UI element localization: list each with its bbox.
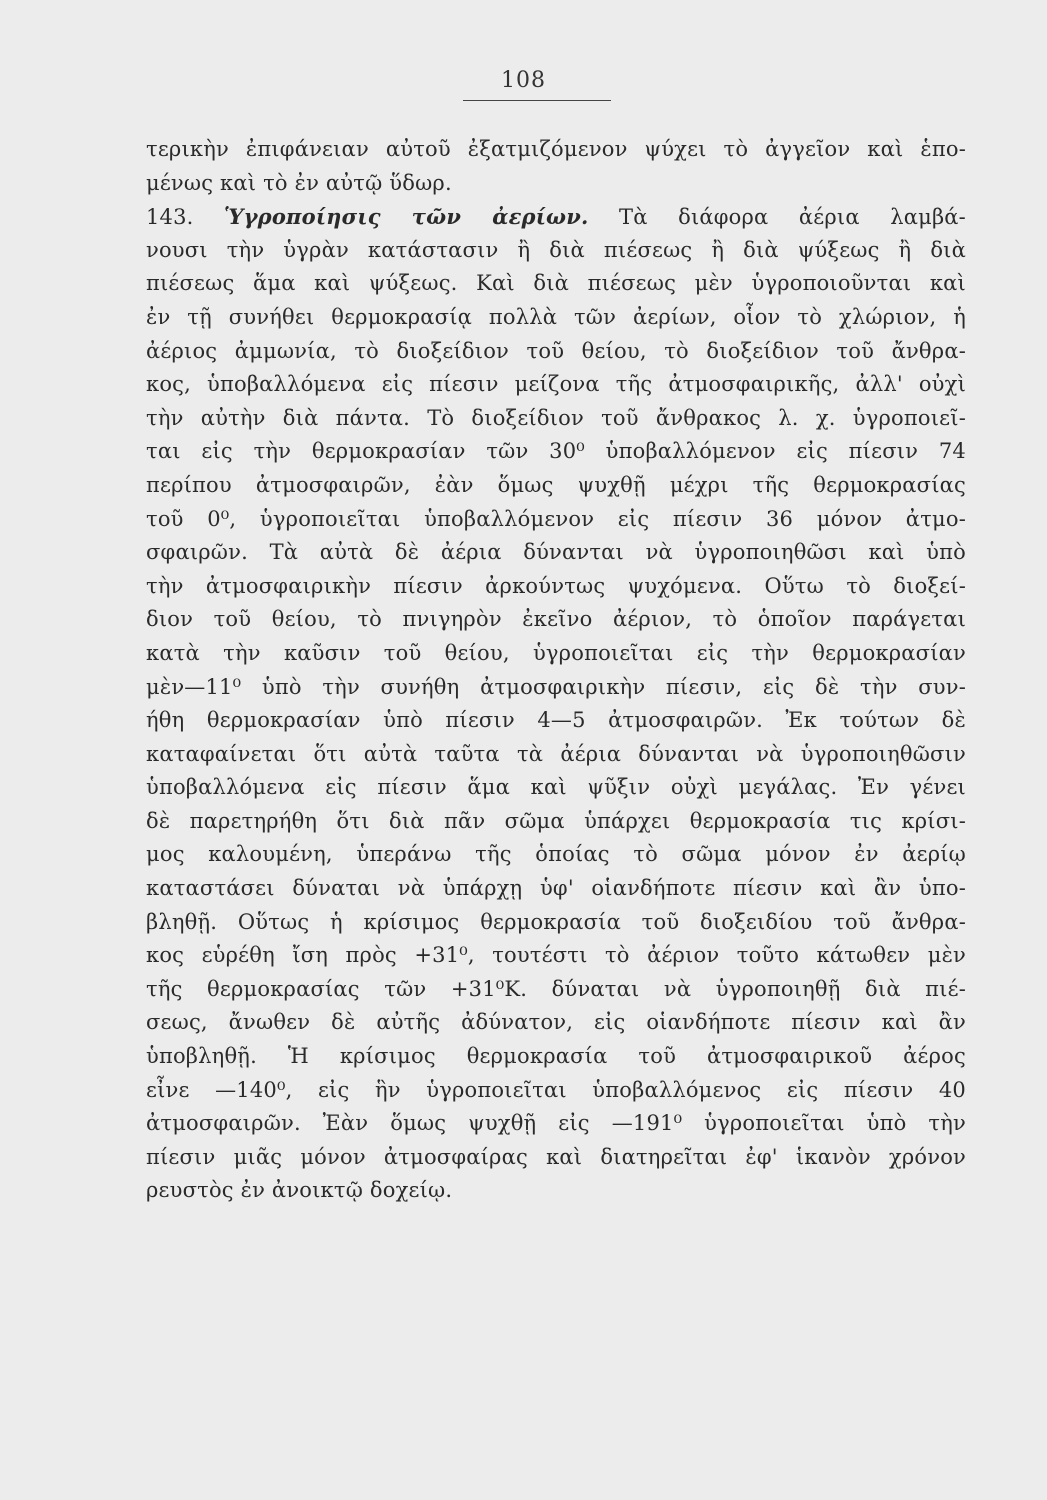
text-line: διον τοῦ θείου, τὸ πνιγηρὸν ἐκεῖνο ἀέριον, τὸ ὁποῖον παράγεται bbox=[146, 607, 966, 632]
text-line: πίεσιν μιᾶς μόνον ἀτμοσφαίρας καὶ διατηρεῖται ἐφ' ἱκανὸν χρόνον bbox=[146, 1144, 966, 1169]
text-line-rest: Τὰ διάφορα ἀέρια λαμβά- bbox=[619, 205, 966, 230]
text-line: ἀέριος ἀμμωνία, τὸ διοξείδιον τοῦ θείου, τὸ διοξείδιον τοῦ ἄνθρα- bbox=[146, 338, 966, 363]
text-line: περίπου ἀτμοσφαιρῶν, ἐὰν ὅμως ψυχθῇ μέχρι τῆς θερμοκρασίας bbox=[146, 472, 966, 497]
section-number: 143. bbox=[146, 205, 194, 230]
text-line: εἶνε —140⁰, εἰς ἣν ὑγροποιεῖται ὑποβαλλόμενος εἰς πίεσιν 40 bbox=[146, 1077, 966, 1102]
text-line: βληθῇ. Οὕτως ἡ κρίσιμος θερμοκρασία τοῦ διοξειδίου τοῦ ἄνθρα- bbox=[146, 909, 966, 934]
text-line: καταστάσει δύναται νὰ ὑπάρχῃ ὑφ' οἱανδήποτε πίεσιν καὶ ἂν ὑπο- bbox=[146, 876, 966, 901]
text-line: ἀτμοσφαιρῶν. Ἐὰν ὅμως ψυχθῇ εἰς —191⁰ ὑγροποιεῖται ὑπὸ τὴν bbox=[146, 1111, 966, 1136]
header-rule bbox=[463, 100, 611, 101]
text-line: μένως καὶ τὸ ἐν αὐτῷ ὕδωρ. bbox=[146, 170, 452, 195]
text-line: ἐν τῇ συνήθει θερμοκρασίᾳ πολλὰ τῶν ἀερίων, οἷον τὸ χλώριον, ἡ bbox=[146, 304, 966, 329]
text-line: νουσι τὴν ὑγρὰν κατάστασιν ἢ διὰ πιέσεως ἢ διὰ ψύξεως ἢ διὰ bbox=[146, 237, 966, 262]
text-line: ται εἰς τὴν θερμοκρασίαν τῶν 30⁰ ὑποβαλλόμενον εἰς πίεσιν 74 bbox=[146, 439, 966, 464]
text-line: ρευστὸς ἐν ἀνοικτῷ δοχείῳ. bbox=[146, 1178, 453, 1203]
text-line: πιέσεως ἅμα καὶ ψύξεως. Καὶ διὰ πιέσεως μὲν ὑγροποιοῦνται καὶ bbox=[146, 271, 966, 296]
text-line: σεως, ἄνωθεν δὲ αὐτῆς ἀδύνατον, εἰς οἱανδήποτε πίεσιν καὶ ἂν bbox=[146, 1010, 966, 1035]
text-line: τῆς θερμοκρασίας τῶν +31⁰Κ. δύναται νὰ ὑγροποιηθῇ διὰ πιέ- bbox=[146, 976, 966, 1001]
text-line: καταφαίνεται ὅτι αὐτὰ ταῦτα τὰ ἀέρια δύνανται νὰ ὑγροποιηθῶσιν bbox=[146, 741, 966, 766]
text-line: σφαιρῶν. Τὰ αὐτὰ δὲ ἀέρια δύνανται νὰ ὑγροποιηθῶσι καὶ ὑπὸ bbox=[146, 540, 966, 565]
text-line: δὲ παρετηρήθη ὅτι διὰ πᾶν σῶμα ὑπάρχει θερμοκρασία τις κρίσι- bbox=[146, 808, 966, 833]
body-text bbox=[146, 133, 966, 1208]
section-title: Ὑγροποίησις τῶν ἀερίων. bbox=[224, 204, 589, 230]
text-line: τὴν αὐτὴν διὰ πάντα. Τὸ διοξείδιον τοῦ ἄνθρακος λ. χ. ὑγροποιεῖ- bbox=[146, 405, 966, 430]
text-line: κος, ὑποβαλλόμενα εἰς πίεσιν μείζονα τῆς ἀτμοσφαιρικῆς, ἀλλ' οὐχὶ bbox=[146, 372, 966, 397]
section-heading-line bbox=[146, 200, 966, 234]
text-line: κατὰ τὴν καῦσιν τοῦ θείου, ὑγροποιεῖται εἰς τὴν θερμοκρασίαν bbox=[146, 640, 966, 665]
text-line: τοῦ 0⁰, ὑγροποιεῖται ὑποβαλλόμενον εἰς πίεσιν 36 μόνον ἀτμο- bbox=[146, 506, 966, 531]
text-line: ὑποβαλλόμενα εἰς πίεσιν ἅμα καὶ ψῦξιν οὐχὶ μεγάλας. Ἐν γένει bbox=[146, 775, 966, 800]
text-line: ὑποβληθῇ. Ἡ κρίσιμος θερμοκρασία τοῦ ἀτμοσφαιρικοῦ ἀέρος bbox=[146, 1044, 966, 1069]
text-line: κος εὑρέθη ἴση πρὸς +31⁰, τουτέστι τὸ ἀέριον τοῦτο κάτωθεν μὲν bbox=[146, 943, 966, 968]
text-line: τὴν ἀτμοσφαιρικὴν πίεσιν ἀρκούντως ψυχόμενα. Οὕτω τὸ διοξεί- bbox=[146, 573, 966, 598]
text-line: μὲν—11⁰ ὑπὸ τὴν συνήθη ἀτμοσφαιρικὴν πίεσιν, εἰς δὲ τὴν συν- bbox=[146, 674, 966, 699]
text-line: ήθη θερμοκρασίαν ὑπὸ πίεσιν 4—5 ἀτμοσφαιρῶν. Ἐκ τούτων δὲ bbox=[146, 708, 966, 733]
text-line: τερικὴν ἐπιφάνειαν αὐτοῦ ἐξατμιζόμενον ψύχει τὸ ἀγγεῖον καὶ ἑπο- bbox=[146, 137, 966, 161]
page-number: 108 bbox=[501, 68, 546, 93]
text-line: μος καλουμένη, ὑπεράνω τῆς ὁποίας τὸ σῶμα μόνον ἐν ἀερίῳ bbox=[146, 842, 966, 867]
